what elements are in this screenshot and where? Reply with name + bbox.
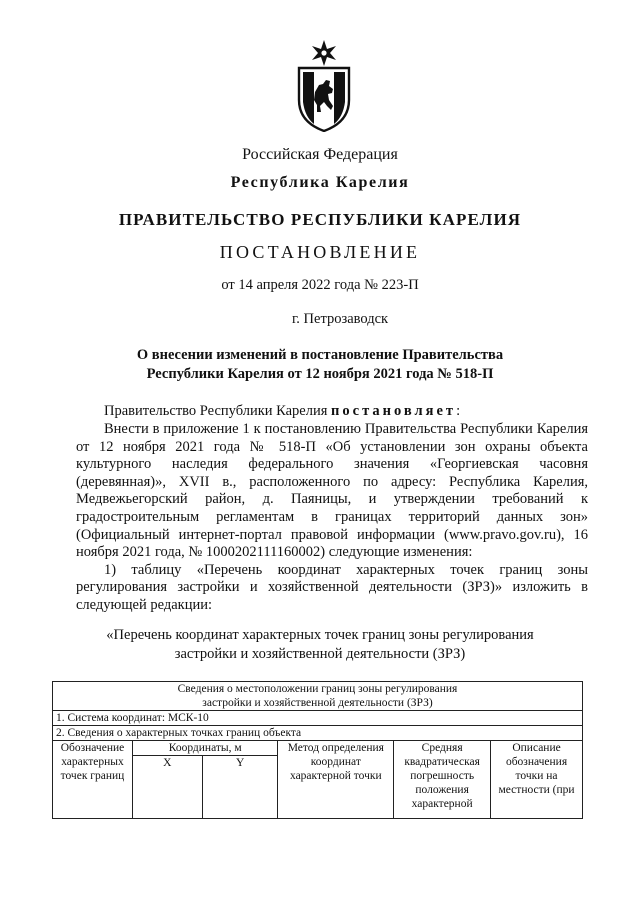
table-caption-line-1: Сведения о местоположении границ зоны регулирования [177, 683, 458, 695]
table-row [53, 741, 583, 756]
points-info-cell: 2. Сведения о характерных точках границ объекта [53, 726, 583, 741]
preamble-spaced-word: постановляет [331, 403, 457, 419]
table-row [53, 711, 583, 726]
document-date-number: от 14 апреля 2022 года № 223-П [221, 277, 419, 293]
point-designation-header: Обозначение характерных точек границ [53, 741, 133, 819]
table-title [0, 626, 640, 664]
coordinates-header: Координаты, м [132, 741, 278, 756]
method-header: Метод определения координат характерной точки [278, 741, 394, 819]
description-header: Описание обозначения точки на местности (при [491, 741, 583, 819]
title-line-2: Республики Карелия от 12 ноября 2021 года № 518-П [146, 366, 494, 382]
government-name: ПРАВИТЕЛЬСТВО РЕСПУБЛИКИ КАРЕЛИЯ [118, 210, 522, 229]
paragraph-body [76, 421, 588, 615]
table-row [53, 682, 583, 711]
coordinate-system-cell: 1. Система координат: МСК-10 [53, 711, 583, 726]
document-title [0, 346, 640, 384]
document-type: ПОСТАНОВЛЕНИЕ [219, 242, 421, 262]
title-line-1: О внесении изменений в постановление Правительства [136, 347, 504, 363]
paragraph-preamble [76, 403, 588, 421]
republic-name: Республика Карелия [230, 174, 410, 191]
coordinates-table [52, 681, 583, 819]
y-header: Y [202, 756, 278, 819]
error-header: Средняя квадратическая погрешность положения характерной [394, 741, 491, 819]
paragraph-amendments: Внести в приложение 1 к постановлению Правительства Республики Карелия от 12 ноября 2021 года № 518-П «Об установлении зон охраны объекта культурного наследия федерального значения «Георгиевская часовня (деревянная)», XVII в., расположенного по адресу: Республика Карелия, Медвежьегорский район, д. Паяницы, и утверждении требований к градостроительным регламентам в границах территорий данных зон» (Официальный интернет-портал правовой информации (www.pravo.gov.ru), 16 ноября 2021 года, № 1000202111160002) следующие изменения: [76, 421, 588, 561]
table-caption-cell [53, 682, 583, 711]
country-name: Российская Федерация [242, 146, 398, 163]
x-header: X [132, 756, 202, 819]
paragraph-item-1: 1) таблицу «Перечень координат характерных точек границ зоны регулирования застройки и хозяйственной деятельности (ЗРЗ)» изложить в следующей редакции: [76, 561, 588, 613]
table-title-line-1: «Перечень координат характерных точек границ зоны регулирования [106, 627, 534, 643]
table-title-line-2: застройки и хозяйственной деятельности (ЗРЗ) [174, 646, 466, 662]
table-row [53, 726, 583, 741]
preamble-colon: : [456, 403, 461, 419]
preamble-text: Правительство Республики Карелия [104, 403, 332, 419]
table-caption-line-2: застройки и хозяйственной деятельности (ЗРЗ) [202, 697, 433, 709]
document-city: г. Петрозаводск [292, 311, 389, 327]
karelia-coat-of-arms-icon [296, 40, 352, 132]
